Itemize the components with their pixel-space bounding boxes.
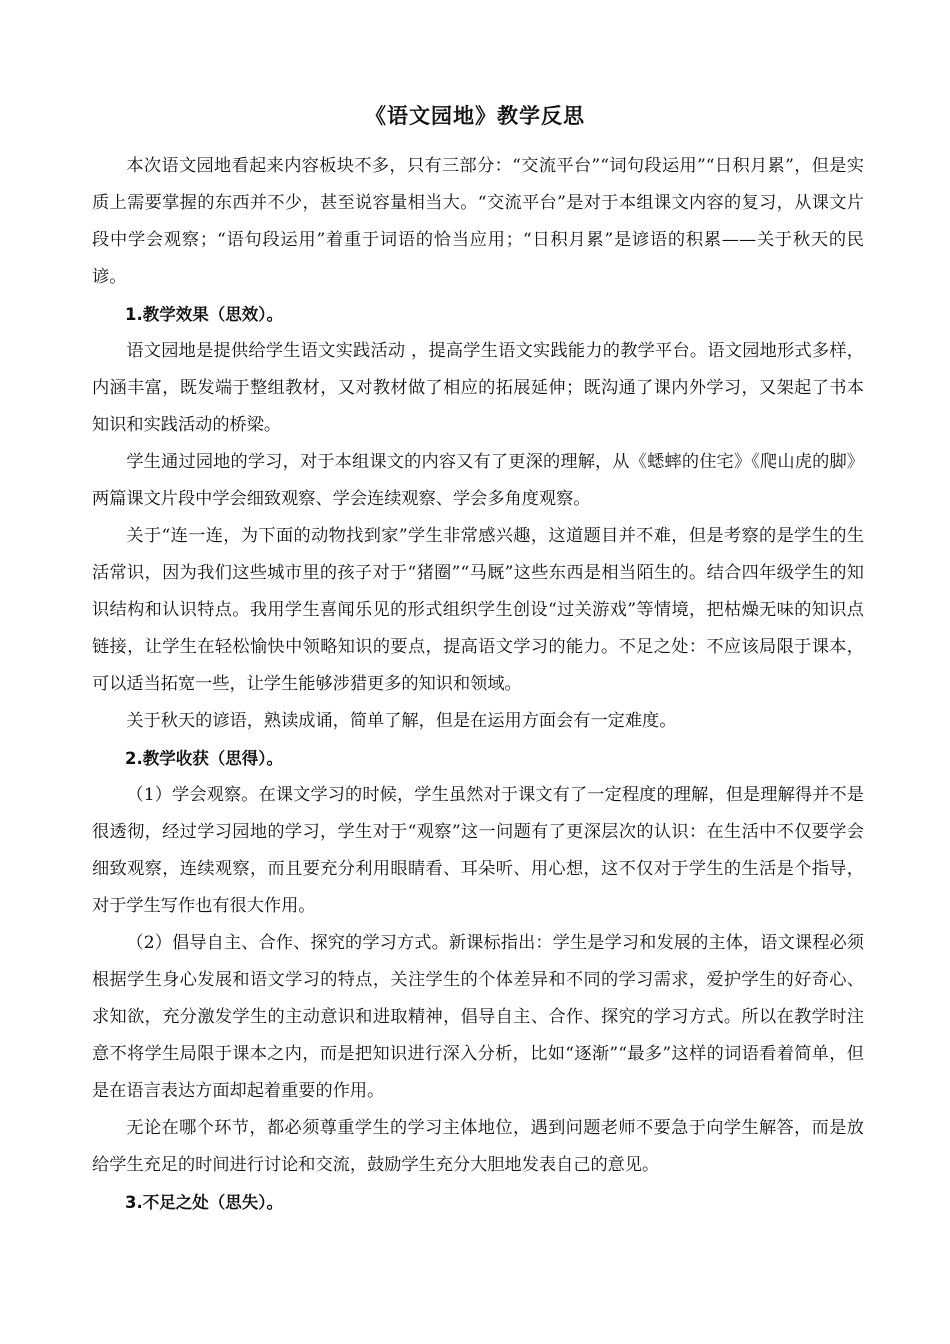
- paragraph: 语文园地是提供给学生语文实践活动 ，提高学生语文实践能力的教学平台。语文园地形式多样，内涵丰富，既发端于整组教材，又对教材做了相应的拓展延伸；既沟通了课内外学习，又架起了书本知识和实践活动的桥梁。: [92, 341, 864, 435]
- paragraph: （2）倡导自主、合作、探究的学习方式。新课标指出：学生是学习和发展的主体，语文课程必须根据学生身心发展和语文学习的特点，关注学生的个体差异和不同的学习需求，爱护学生的好奇心、求知欲，充分激发学生的主动意识和进取精神，倡导自主、合作、探究的学习方式。所以在教学时注意不将学生局限于课本之内，而是把知识进行深入分析，比如“逐渐”“最多”这样的词语看着简单，但是在语言表达方面却起着重要的作用。: [92, 933, 864, 1101]
- document-body: [92, 148, 864, 1221]
- section-heading-gains: 2.教学收获（思得）。: [125, 749, 283, 768]
- paragraph: （1）学会观察。在课文学习的时候，学生虽然对于课文有了一定程度的理解，但是理解得并不是很透彻，经过学习园地的学习，学生对于“观察”这一问题有了更深层次的认识：在生活中不仅要学会细致观察，连续观察，而且要充分利用眼睛看、耳朵听、用心想，这不仅对于学生的生活是个指导，对于学生写作也有很大作用。: [92, 785, 864, 916]
- paragraph: 关于秋天的谚语，熟读成诵，简单了解，但是在运用方面会有一定难度。: [126, 711, 677, 731]
- paragraph: 无论在哪个环节，都必须尊重学生的学习主体地位，遇到问题老师不要急于向学生解答，而是放给学生充足的时间进行讨论和交流，鼓励学生充分大胆地发表自己的意见。: [92, 1118, 864, 1175]
- document-title: 《语文园地》教学反思: [365, 104, 585, 128]
- paragraph-intro: 本次语文园地看起来内容板块不多，只有三部分：“交流平台”“词句段运用”“日积月累”，但是实质上需要掌握的东西并不少，甚至说容量相当大。“交流平台”是对于本组课文内容的复习，从课文片段中学会观察；“语句段运用”着重于词语的恰当应用；“日积月累”是谚语的积累——关于秋天的民谚。: [92, 156, 864, 287]
- section-heading-shortcomings: 3.不足之处（思失）。: [125, 1193, 283, 1212]
- section-heading-effect: 1.教学效果（思效）。: [125, 305, 283, 324]
- paragraph: 学生通过园地的学习，对于本组课文的内容又有了更深的理解，从《蟋蟀的住宅》《爬山虎的脚》两篇课文片段中学会细致观察、学会连续观察、学会多角度观察。: [92, 452, 864, 509]
- paragraph: 关于“连一连，为下面的动物找到家”学生非常感兴趣，这道题目并不难，但是考察的是学生的生活常识，因为我们这些城市里的孩子对于“猪圈”“马厩”这些东西是相当陌生的。结合四年级学生的知识结构和认识特点。我用学生喜闻乐见的形式组织学生创设“过关游戏”等情境，把枯燥无味的知识点链接，让学生在轻松愉快中领略知识的要点，提高语文学习的能力。不足之处：不应该局限于课本，可以适当拓宽一些，让学生能够涉猎更多的知识和领域。: [92, 526, 864, 694]
